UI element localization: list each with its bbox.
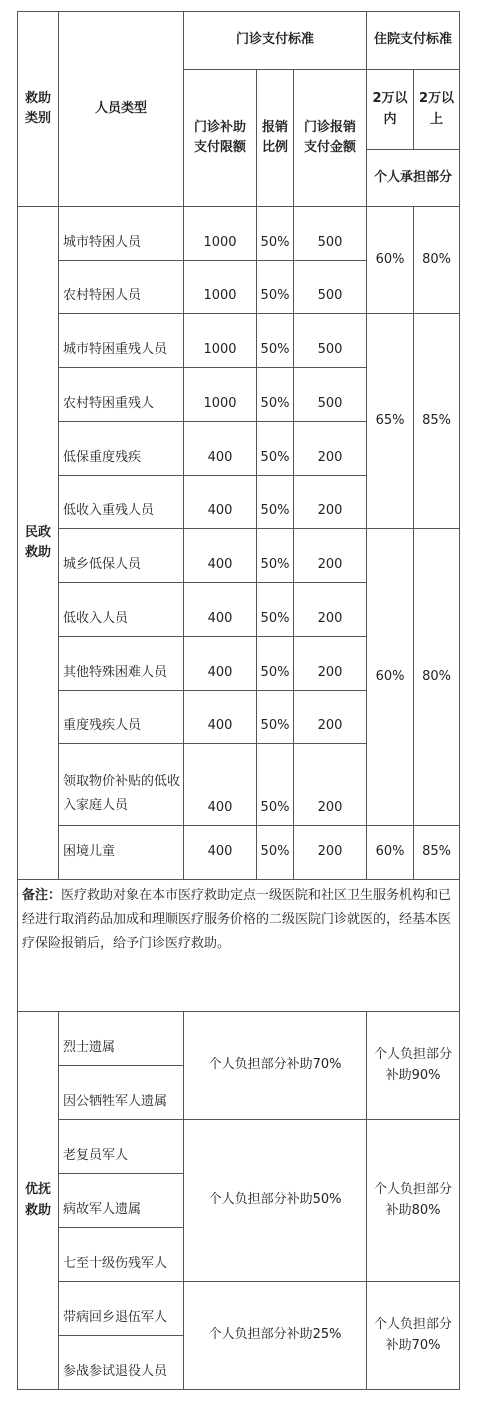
reimburse-ratio: 50% [257,422,294,476]
outpatient-limit: 400 [184,744,257,826]
reimburse-ratio: 50% [257,207,294,261]
header-outpatient-amount: 门诊报销支付金额 [294,70,367,207]
reimburse-ratio: 50% [257,476,294,529]
person-type: 农村特困人员 [59,261,184,314]
person-type: 带病回乡退伍军人 [59,1282,184,1336]
outpatient-amount: 500 [294,368,367,422]
outpatient-amount: 500 [294,314,367,368]
reimburse-ratio: 50% [257,826,294,880]
person-type: 领取物价补贴的低收入家庭人员 [59,744,184,826]
person-type: 七至十级伤残军人 [59,1228,184,1282]
outpatient-limit: 1000 [184,368,257,422]
reimburse-ratio: 50% [257,529,294,583]
assistance-standard-table [17,11,460,1390]
person-type: 困境儿童 [59,826,184,880]
header-category: 救助类别 [18,12,59,207]
outpatient-subsidy: 个人负担部分补助25% [184,1282,367,1390]
header-personal-share: 个人承担部分 [367,150,460,207]
person-type: 重度残疾人员 [59,691,184,744]
outpatient-subsidy: 个人负担部分补助70% [184,1012,367,1120]
inpatient-subsidy: 个人负担部分补助70% [367,1282,460,1390]
category-special-care: 优抚救助 [18,1012,59,1390]
inpatient-within: 60% [367,529,414,826]
person-type: 城市特困重残人员 [59,314,184,368]
header-reimburse-ratio: 报销比例 [257,70,294,207]
person-type: 低保重度残疾 [59,422,184,476]
outpatient-amount: 500 [294,207,367,261]
outpatient-limit: 400 [184,583,257,637]
person-type: 病故军人遗属 [59,1174,184,1228]
person-type: 低收入人员 [59,583,184,637]
header-outpatient-group: 门诊支付标准 [184,12,367,70]
inpatient-above: 85% [414,314,460,529]
person-type: 老复员军人 [59,1120,184,1174]
person-type: 因公牺牲军人遗属 [59,1066,184,1120]
outpatient-subsidy: 个人负担部分补助50% [184,1120,367,1282]
reimburse-ratio: 50% [257,583,294,637]
outpatient-amount: 200 [294,691,367,744]
inpatient-subsidy: 个人负担部分补助90% [367,1012,460,1120]
inpatient-within: 60% [367,207,414,314]
outpatient-amount: 200 [294,422,367,476]
outpatient-amount: 200 [294,529,367,583]
inpatient-subsidy: 个人负担部分补助80% [367,1120,460,1282]
reimburse-ratio: 50% [257,637,294,691]
outpatient-amount: 200 [294,583,367,637]
outpatient-limit: 400 [184,529,257,583]
outpatient-limit: 400 [184,826,257,880]
reimburse-ratio: 50% [257,314,294,368]
inpatient-within: 60% [367,826,414,880]
header-within-20k: 2万以内 [367,70,414,150]
inpatient-above: 85% [414,826,460,880]
remark-text: 医疗救助对象在本市医疗救助定点一级医院和社区卫生服务机构和已经进行取消药品加成和理顺医疗服务价格的二级医院门诊就医的，经基本医疗保险报销后，给予门诊医疗救助。 [22,888,452,951]
outpatient-amount: 200 [294,637,367,691]
person-type: 城乡低保人员 [59,529,184,583]
header-outpatient-limit: 门诊补助支付限额 [184,70,257,207]
outpatient-limit: 400 [184,476,257,529]
reimburse-ratio: 50% [257,744,294,826]
person-type: 参战参试退役人员 [59,1336,184,1390]
header-inpatient-group: 住院支付标准 [367,12,460,70]
outpatient-limit: 400 [184,422,257,476]
person-type: 其他特殊困难人员 [59,637,184,691]
category-civil: 民政救助 [18,207,59,880]
inpatient-above: 80% [414,207,460,314]
header-above-20k: 2万以上 [414,70,460,150]
outpatient-limit: 1000 [184,314,257,368]
header-person-type: 人员类型 [59,12,184,207]
outpatient-amount: 200 [294,476,367,529]
reimburse-ratio: 50% [257,368,294,422]
person-type: 农村特困重残人 [59,368,184,422]
outpatient-limit: 1000 [184,261,257,314]
inpatient-above: 80% [414,529,460,826]
outpatient-amount: 500 [294,261,367,314]
person-type: 城市特困人员 [59,207,184,261]
outpatient-amount: 200 [294,744,367,826]
person-type: 烈士遗属 [59,1012,184,1066]
outpatient-limit: 1000 [184,207,257,261]
remark-label: 备注： [22,888,62,903]
inpatient-within: 65% [367,314,414,529]
person-type: 低收入重残人员 [59,476,184,529]
reimburse-ratio: 50% [257,691,294,744]
remark-cell [18,880,460,1012]
outpatient-amount: 200 [294,826,367,880]
outpatient-limit: 400 [184,637,257,691]
reimburse-ratio: 50% [257,261,294,314]
outpatient-limit: 400 [184,691,257,744]
